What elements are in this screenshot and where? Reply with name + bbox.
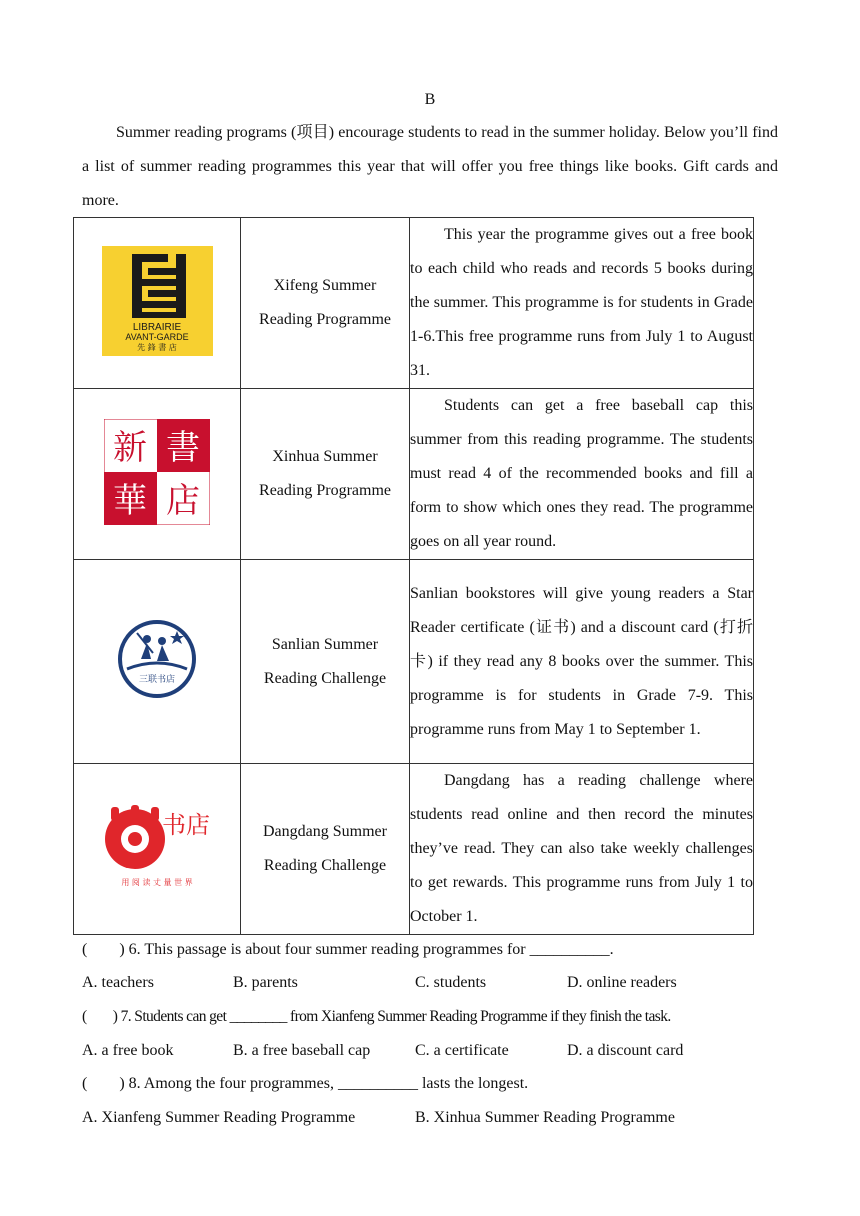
programme-name-cell: [241, 218, 410, 389]
programme-name-line1: Dangdang Summer: [263, 823, 387, 840]
table-row: [74, 764, 754, 935]
question-6-option-c[interactable]: C. students: [415, 974, 487, 991]
logo-slogan: 用 阅 读 丈 量 世 界: [121, 877, 193, 887]
programmes-table: [73, 217, 754, 935]
question-8-stem: ( ) 8. Among the four programmes, __________ lasts the longest.: [82, 1075, 529, 1092]
question-8-option-b[interactable]: B. Xinhua Summer Reading Programme: [415, 1109, 675, 1126]
logo-char: 书店: [162, 810, 210, 839]
programme-name-line2: Reading Challenge: [263, 669, 387, 687]
question-7-stem: ( ) 7. Students can get ________ from Xianfeng Summer Reading Programme if they finish the task.: [82, 1008, 671, 1025]
sanlian-bookstore-logo: [117, 619, 197, 704]
librairie-avant-garde-logo: [102, 246, 213, 361]
logo-char: 店: [166, 480, 200, 521]
logo-cell: [74, 218, 241, 389]
programme-name-cell: [241, 764, 410, 935]
logo-text-line3: 先 鋒 書 店: [136, 342, 177, 352]
logo-char: 新: [113, 427, 147, 468]
logo-text: 三联书店: [138, 675, 176, 685]
logo-cell: [74, 560, 241, 764]
programme-name-line1: Xinhua Summer: [272, 448, 378, 465]
question-7-option-b[interactable]: B. a free baseball cap: [233, 1042, 371, 1059]
section-heading: B: [424, 91, 436, 108]
programme-name-cell: [241, 389, 410, 560]
xinhua-bookstore-logo: [104, 419, 210, 530]
question-8-option-a[interactable]: A. Xianfeng Summer Reading Programme: [82, 1109, 356, 1126]
programme-name-line2: Reading Challenge: [263, 857, 387, 874]
logo-cell: [74, 389, 241, 560]
logo-text-line2: AVANT-GARDE: [124, 331, 189, 342]
programme-name-cell: [241, 560, 410, 764]
logo-char: 華: [113, 480, 147, 521]
dangdang-bookstore-logo: [101, 805, 213, 894]
programme-name-line2: Reading Programme: [259, 482, 391, 499]
table-row: [74, 389, 754, 560]
logo-text-line1: LIBRAIRIE: [132, 321, 181, 333]
question-6-stem: ( ) 6. This passage is about four summer reading programmes for __________.: [82, 941, 614, 958]
table-row: [74, 560, 754, 764]
question-7-option-a[interactable]: A. a free book: [82, 1042, 174, 1059]
programme-name-line1: Sanlian Summer: [271, 635, 379, 653]
programme-description: Sanlian bookstores will give young readers a Star Reader certificate (证书) and a discount card (打折卡) if they read any 8 books over the summer. This programme is for students in Grade 7-9. This programme runs from May 1 to September 1.: [410, 560, 754, 764]
programme-description: This year the programme gives out a free book to each child who reads and records 5 books during the summer. This programme is for students in Grade 1-6.This free programme runs from July 1 to August 31.: [410, 218, 754, 389]
question-6-option-d[interactable]: D. online readers: [567, 974, 677, 991]
programme-name-line1: Xifeng Summer: [273, 277, 377, 294]
question-6-option-b[interactable]: B. parents: [233, 974, 298, 991]
table-row: [74, 218, 754, 389]
question-7-option-d[interactable]: D. a discount card: [567, 1042, 684, 1059]
logo-cell: [74, 764, 241, 935]
programme-description: Students can get a free baseball cap this summer from this reading programme. The students must read 4 of the recommended books and fill a form to show which ones they read. The programme goes on all year round.: [410, 389, 754, 560]
question-6-option-a[interactable]: A. teachers: [82, 974, 154, 991]
logo-char: 書: [166, 427, 200, 468]
question-7-option-c[interactable]: C. a certificate: [415, 1042, 509, 1059]
programme-description: Dangdang has a reading challenge where students read online and then record the minutes they’ve read. They can also take weekly challenges to get rewards. This programme runs from July 1 to October 1.: [410, 764, 754, 935]
programme-name-line2: Reading Programme: [259, 311, 391, 328]
intro-paragraph: Summer reading programs (项目) encourage students to read in the summer holiday. Below you’ll find a list of summer reading programmes this year that will offer you free things like books. Gift cards and more.: [82, 124, 778, 209]
